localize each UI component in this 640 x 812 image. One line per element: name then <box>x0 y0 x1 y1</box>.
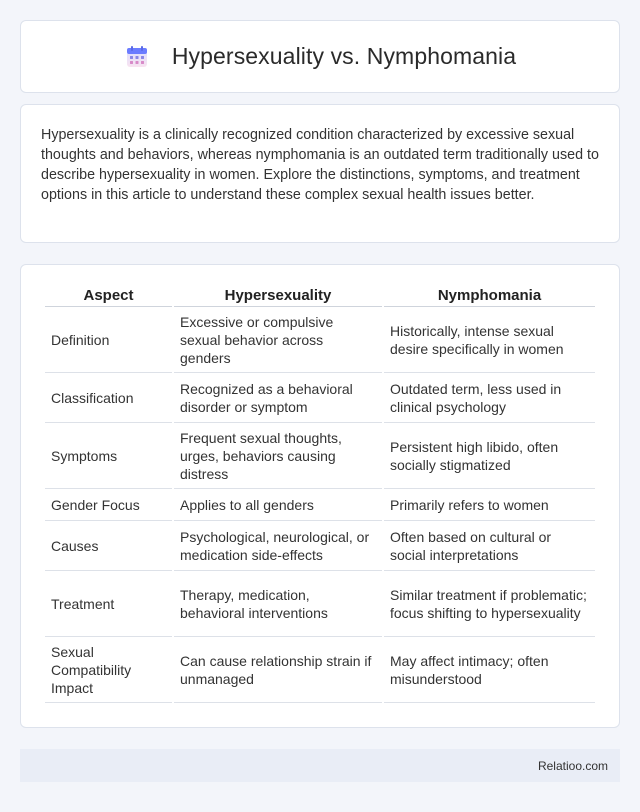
cell-hypersexuality: Frequent sexual thoughts, urges, behaviors causing distress <box>174 423 382 489</box>
cell-hypersexuality: Can cause relationship strain if unmanaged <box>174 637 382 703</box>
cell-nymphomania: May affect intimacy; often misunderstood <box>384 637 595 703</box>
intro-card <box>20 104 620 243</box>
calendar-icon <box>124 44 150 70</box>
cell-hypersexuality: Applies to all genders <box>174 489 382 521</box>
cell-hypersexuality: Therapy, medication, behavioral interventions <box>174 571 382 637</box>
cell-aspect: Sexual Compatibility Impact <box>45 637 172 703</box>
table-row <box>45 637 595 703</box>
cell-aspect: Treatment <box>45 571 172 637</box>
cell-nymphomania: Persistent high libido, often socially stigmatized <box>384 423 595 489</box>
header-nymphomania: Nymphomania <box>384 281 595 307</box>
footer <box>20 749 620 782</box>
title-card <box>20 20 620 93</box>
table-row <box>45 571 595 637</box>
footer-site-link[interactable]: Relatioo.com <box>537 758 608 773</box>
table-row <box>45 307 595 373</box>
cell-nymphomania: Outdated term, less used in clinical psychology <box>384 373 595 423</box>
intro-text: Hypersexuality is a clinically recognized condition characterized by excessive sexual thoughts and behaviors, whereas nymphomania is an outdated term traditionally used to describe hypersexuality in women. Explore the distinctions, symptoms, and treatment options in this article to understand these complex sexual health issues better. <box>41 127 599 203</box>
table-header-row <box>45 281 595 307</box>
cell-nymphomania: Often based on cultural or social interpretations <box>384 521 595 571</box>
cell-aspect: Causes <box>45 521 172 571</box>
table-row <box>45 521 595 571</box>
header-aspect: Aspect <box>45 281 172 307</box>
table-row <box>45 423 595 489</box>
cell-aspect: Gender Focus <box>45 489 172 521</box>
cell-aspect: Definition <box>45 307 172 373</box>
table-row <box>45 489 595 521</box>
header-hypersexuality: Hypersexuality <box>174 281 382 307</box>
page-title: Hypersexuality vs. Nymphomania <box>171 43 517 69</box>
cell-aspect: Classification <box>45 373 172 423</box>
cell-nymphomania: Similar treatment if problematic; focus shifting to hypersexuality <box>384 571 595 637</box>
cell-hypersexuality: Recognized as a behavioral disorder or symptom <box>174 373 382 423</box>
cell-hypersexuality: Psychological, neurological, or medication side-effects <box>174 521 382 571</box>
cell-nymphomania: Primarily refers to women <box>384 489 595 521</box>
table-row <box>45 373 595 423</box>
cell-nymphomania: Historically, intense sexual desire specifically in women <box>384 307 595 373</box>
cell-aspect: Symptoms <box>45 423 172 489</box>
comparison-table <box>43 281 597 703</box>
comparison-table-card <box>20 264 620 728</box>
cell-hypersexuality: Excessive or compulsive sexual behavior across genders <box>174 307 382 373</box>
